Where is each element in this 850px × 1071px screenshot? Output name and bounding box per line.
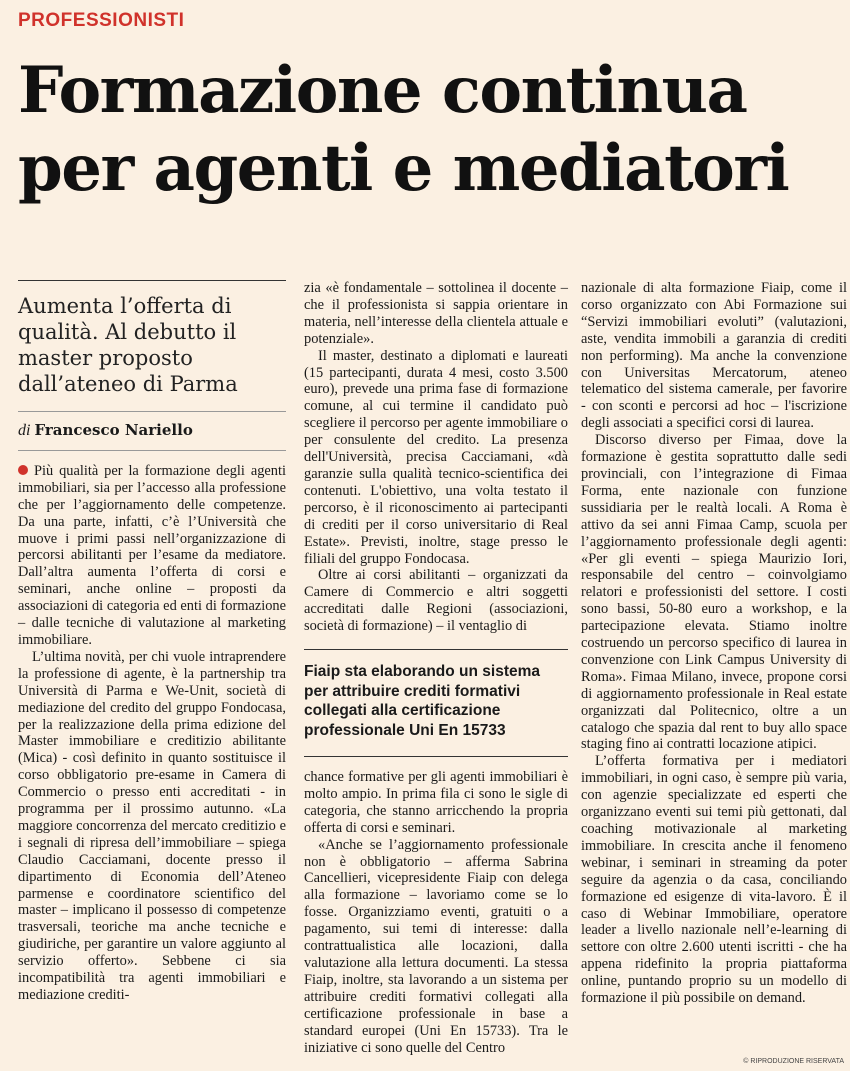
article-paragraph: L’ultima novità, per chi vuole intraprendere la professione di agente, è la partnership tra Università di Parma e We-Unit, società di mediazione del credito del gruppo Fondocasa, per la realizzazione della prima edizione del Master immobiliare e creditizio abilitante (Mica) - così definito in quanto sostituisce il corso obbligatorio pre-esame in Camera di Commercio o presso enti accreditati - in programma per il prossimo autunno. «La maggiore concorrenza del mercato creditizio e i segnali di ripresa dell’immobiliare – spiega Claudio Cacciamani, docente presso il dipartimento di Economia dell’Ateneo parmense e coordinatore scientifico del master – implicano il possesso di competenze trasversali, teoriche ma anche tecniche e giudiriche, per garantire un valore aggiunto al servizio offerto». Sebbene ci sia incompatibilità tra agenti immobiliari e mediazione crediti- — [18, 648, 286, 1003]
article-paragraph: Oltre ai corsi abilitanti – organizzati da Camere di Commercio e altri soggetti accreditati dalle Regioni (associazioni, società di formazione) – il ventaglio di — [304, 567, 568, 635]
byline — [18, 422, 286, 440]
copyright-notice: © RIPRODUZIONE RISERVATA — [743, 1058, 844, 1065]
byline-author: Francesco Nariello — [34, 421, 193, 439]
article-paragraph — [18, 463, 286, 649]
bullet-icon — [18, 465, 28, 475]
subhead: Aumenta l’offerta di qualità. Al debutto il master proposto dall’ateneo di Parma — [18, 294, 238, 396]
lead-text: Più qualità per la formazione degli agenti immobiliari, sia per l’accesso alla professione che per l’aggiornamento delle competenze. Da una parte, infatti, c’è l’Università che muove i primi passi nell’organizzazione di percorsi abilitanti per l’esame da mediatore. Dall’altra aumenta l’offerta di corsi e seminari, anche online – proposti da associazioni di categoria ed enti di formazione – dalle tecniche di valutazione al marketing immobiliare. — [18, 462, 286, 648]
article-paragraph: nazionale di alta formazione Fiaip, come il corso organizzato con Abi Formazione sui “Servizi immobiliari evoluti” (valutazioni, aste, vendita immobili a garanzia di crediti non performing). Ma anche la convenzione con Universitas Mercatorum, ateneo telematico del sistema camerale, per favorire - con sconti e percorsi ad hoc – l'iscrizione degli associati a specifici corsi di laurea. — [581, 280, 847, 432]
pull-quote: Fiaip sta elaborando un sistema per attribuire crediti formativi collegati alla certificazione professionale Uni En 15733 — [304, 649, 568, 757]
column-1 — [18, 280, 286, 1004]
subhead-top-rule — [18, 280, 286, 281]
article-paragraph: Il master, destinato a diplomati e laureati (15 partecipanti, durata 4 mesi, costo 3.500 euro), prevede una prima fase di formazione comune, al cui termine il candidato può scegliere il percorso per agente immobiliare o per consulente del credito. La presenza dell'Università, precisa Cacciamani, «dà garanzie sulla qualità tecnico-scientifica dei contenuti. L'obiettivo, una volta testato il percorso, è il riconoscimento ai partecipanti di crediti per il corso universitario di Real Estate». Previsti, inoltre, stage presso le filiali del gruppo Fondocasa. — [304, 347, 568, 567]
article-paragraph: L’offerta formativa per i mediatori immobiliari, in ogni caso, è sempre più varia, con agenzie specializzate ed esperti che organizzano eventi sui temi più gettonati, dal coaching motivazionale al marketing immobiliare. In crescita anche il fenomeno webinar, i seminari in streaming da poter seguire da agenzia o da casa, conciliando formazione ed esigenze di vita-lavoro. È il caso di Webinar Immobiliare, operatore leader a livello nazionale nell’e-learning di settore con oltre 2.600 utenti iscritti - che ha appena ridefinito la propria piattaforma online, puntando proprio su un modello di formazione il più possibile on demand. — [581, 753, 847, 1007]
article-paragraph: chance formative per gli agenti immobiliari è molto ampio. In prima fila ci sono le sigle di categoria, che stanno arricchendo la propria offerta di corsi e seminari. — [304, 769, 568, 836]
byline-prefix: di — [18, 422, 31, 439]
byline-bottom-rule — [18, 450, 286, 451]
byline-top-rule — [18, 411, 286, 412]
article-paragraph: Discorso diverso per Fimaa, dove la formazione è gestita soprattutto dalle sedi provinciali, con l’integrazione di Fimaa Forma, ente nazionale con funzione sussidiaria per le realtà locali. A Roma è attivo da sei anni Fimaa Camp, scuola per l’aggiornamento professionale degli agenti: «Per gli eventi – spiega Maurizio Iori, responsabile del centro – coinvolgiamo relatori e professionisti del settore. I costi sono bassi, 50-80 euro a workshop, e la partecipazione elevata. Stiamo inoltre costruendo un percorso specifico di laurea in convenzione con Link Campus University di Roma». Fimaa Milano, invece, propone corsi di aggiornamento professionale in Real estate organizzati dal Politecnico, oltre a un catalogo che spazia dal rent to buy allo space staging fino ai contratti locazione atipici. — [581, 432, 847, 753]
article-paragraph: zia «è fondamentale – sottolinea il docente – che il professionista si sappia orientare in materia, nell’interesse della clientela attuale e potenziale». — [304, 280, 568, 347]
section-kicker: PROFESSIONISTI — [18, 10, 185, 31]
column-3 — [581, 280, 847, 1007]
headline: Formazione continua per agenti e mediatori — [18, 53, 789, 206]
article-paragraph: «Anche se l’aggiornamento professionale non è obbligatorio – afferma Sabrina Cancellieri, vicepresidente Fiaip con delega alla formazione – lavoriamo come se lo fosse. Organizziamo eventi, gratuiti o a pagamento, sui temi di interesse: dalla contrattualistica alle locazioni, dalla valutazione alla lettura documenti. La stessa Fiaip, inoltre, sta lavorando a un sistema per attribuire crediti formativi collegati alla certificazione professionale in base a standard europei (Uni En 15733). Tra le iniziative ci sono quelle del Centro — [304, 836, 568, 1056]
column-2 — [304, 280, 568, 1056]
